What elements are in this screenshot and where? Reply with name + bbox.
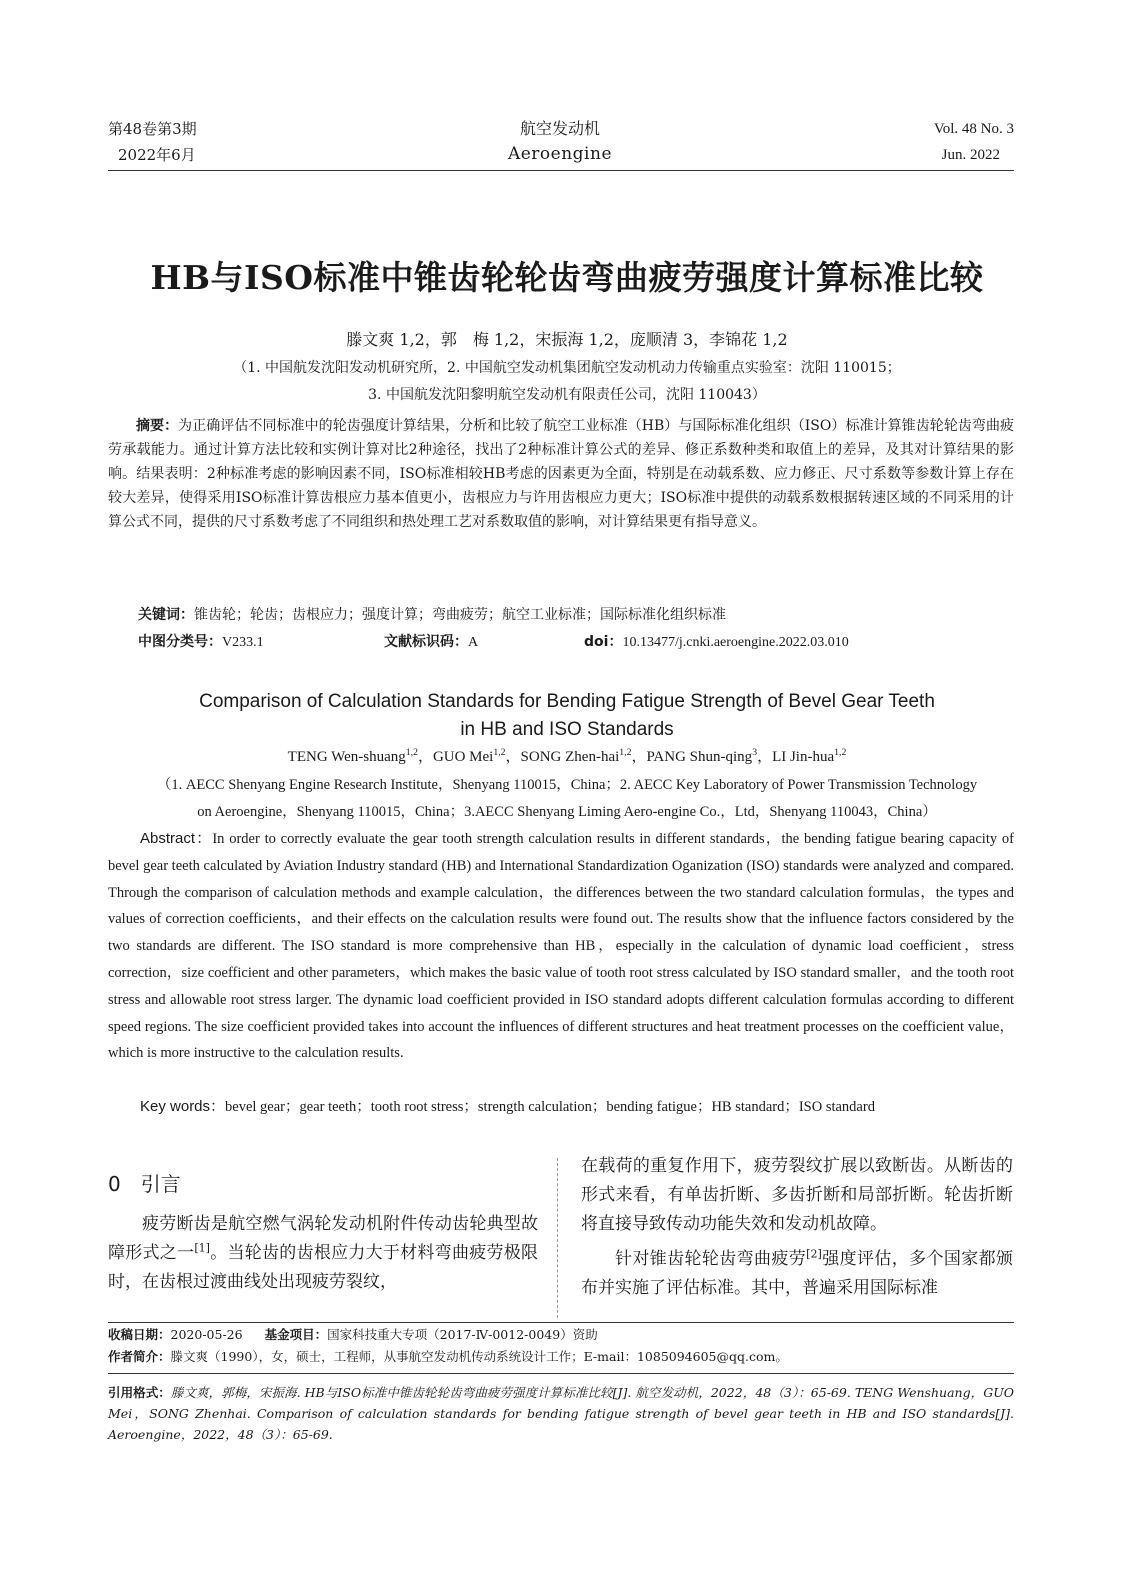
abstract-zh-label: 摘要： <box>136 418 179 434</box>
journal-name-zh: 航空发动机 <box>519 119 600 138</box>
abstract-zh-text: 为正确评估不同标准中的轮齿强度计算结果，分析和比较了航空工业标准（HB）与国际标准化组织（ISO）标准计算锥齿轮轮齿弯曲疲劳承载能力。通过计算方法比较和实例计算对比2种途径，找出了2种标准计算公式的差异、修正系数种类和取值上的差异，及其对计算结果的影响。结果表明：2种标准考虑的影响因素不同，ISO标准相较HB考虑的因素更为全面，特别是在动载系数、应力修正、尺寸系数等参数计算上存在较大差异，使得采用ISO标准计算齿根应力基本值更小，齿根应力与许用齿根应力更大；ISO标准中提供的动载系数根据转速区域的不同采用的计算公式不同，提供的尺寸系数考虑了不同组织和热处理工艺对系数取值的影响，对计算结果更有指导意义。 <box>108 418 1015 530</box>
document-code: 文献标识码：A <box>384 634 479 650</box>
keywords-zh <box>108 603 1014 627</box>
paper-title-en-line1: Comparison of Calculation Standards for Bending Fatigue Strength of Bevel Gear Teeth <box>199 691 935 712</box>
abstract-en-label: Abstract： <box>140 830 213 847</box>
authors-zh: 滕文爽 1,2，郭 梅 1,2，宋振海 1,2，庞顺清 3，李锦花 1,2 <box>346 330 788 349</box>
section-heading-intro: 0 引言 <box>108 1172 181 1196</box>
affiliation-zh-1: （1. 中国航发沈阳发动机研究所，2. 中国航空发动机集团航空发动机动力传输重点实验室：沈阳 110015； <box>233 360 901 376</box>
intro-right-paragraph-1: 在载荷的重复作用下，疲劳裂纹扩展以致断齿。从断齿的形式来看，有单齿折断、多齿折断和局部折断。轮齿折断将直接导致传动功能失效和发动机故障。 <box>581 1156 1013 1234</box>
abstract-zh <box>108 414 1014 534</box>
received-and-fund: 收稿日期：2020-05-26 基金项目：国家科技重大专项（2017-Ⅳ-0012-0049）资助 <box>108 1327 598 1342</box>
clc-number: 中图分类号：V233.1 <box>138 634 264 650</box>
citation-ref-1: [1] <box>194 1241 210 1255</box>
journal-volume-issue: 第48卷第3期 <box>108 120 197 138</box>
journal-date-en: Jun. 2022 <box>941 147 1000 163</box>
citation-ref-2: [2] <box>806 1247 822 1261</box>
affiliation-zh-2: 3. 中国航发沈阳黎明航空发动机有限责任公司，沈阳 110043） <box>368 387 766 403</box>
abstract-en-text: In order to correctly evaluate the gear tooth strength calculation results in different standards，the bending fatigue bearing capacity of bevel gear teeth calculated by Aviation Industry standard (HB) and International Standardization Oganization (ISO) standards were analyzed and compared. Through the comparison of calculation methods and example calculation，the differences between the two standard calculation formulas，the types and values of correction coefficients，and their effects on the calculation results were found out. The results show that the influence factors considered by the two standards are different. The ISO standard is more comprehensive than HB，especially in the calculation of dynamic load coefficient，stress correction，size coefficient and other parameters，which makes the basic value of tooth root stress calculated by ISO standard smaller，and the tooth root stress and allowable root stress larger. The dynamic load coefficient provided in ISO standard adopts different calculation formulas according to different speed regions. The size coefficient provided takes into account the influences of different structures and heat treatment processes on the coefficient value，which is more instructive to the calculation results. <box>108 831 1014 1062</box>
author-bio: 作者简介：滕文爽（1990），女，硕士，工程师，从事航空发动机传动系统设计工作；E-mail：1085094605@qq.com。 <box>108 1349 788 1364</box>
keywords-en-label: Key words： <box>140 1098 226 1115</box>
footnote-rule <box>108 1322 1014 1323</box>
affiliation-en-2: on Aeroengine，Shenyang 110015，China；3.AECC Shenyang Liming Aero-engine Co.，Ltd，Shenyang 110043，China） <box>197 804 937 820</box>
column-divider <box>557 1158 558 1318</box>
keywords-en-text: bevel gear；gear teeth；tooth root stress；strength calculation；bending fatigue；HB standard；ISO standard <box>225 1099 875 1115</box>
affiliation-en-1: （1. AECC Shenyang Engine Research Institute，Shenyang 110015，China；2. AECC Key Laboratory of Power Transmission Technology <box>156 777 978 793</box>
citation-format: 引用格式：滕文爽，郭梅，宋振海. HB与ISO标准中锥齿轮轮齿弯曲疲劳强度计算标准比较[J]. 航空发动机，2022，48（3）：65-69. TENG Wenshuang，GUO Mei，SONG Zhenhai. Comparison of calculation standards for bending fatigue strength of bevel gear teeth in HB and ISO standards[J]. Aeroengine，2022，48（3）：65-69. <box>108 1385 1014 1442</box>
journal-volume-en: Vol. 48 No. 3 <box>933 121 1014 137</box>
journal-name-en: Aeroengine <box>507 144 613 164</box>
paper-title-zh: HB与ISO标准中锥齿轮轮齿弯曲疲劳强度计算标准比较 <box>150 258 984 297</box>
keywords-en <box>108 1094 1014 1121</box>
intro-left-paragraph: 疲劳断齿是航空燃气涡轮发动机附件传动齿轮典型故障形式之一[1]。当轮齿的齿根应力大于材料弯曲疲劳极限时，在齿根过渡曲线处出现疲劳裂纹， <box>108 1214 539 1292</box>
citation-rule <box>108 1373 1014 1374</box>
authors-en: TENG Wen-shuang$^{1,2}$，GUO Mei$^{1,2}$，SONG Zhen-hai$^{1,2}$，PANG Shun-qing$^3$，LI Jin-hua$^{1,2}$ <box>287 747 847 765</box>
keywords-zh-label: 关键词： <box>138 607 194 623</box>
intro-right-paragraph-2: 针对锥齿轮轮齿弯曲疲劳[2]强度评估，多个国家都颁布并实施了评估标准。其中，普遍采用国际标准 <box>581 1247 1013 1298</box>
doi: doi：10.13477/j.cnki.aeroengine.2022.03.010 <box>584 634 849 650</box>
paper-title-en-line2: in HB and ISO Standards <box>460 719 674 740</box>
keywords-zh-text: 锥齿轮；轮齿；齿根应力；强度计算；弯曲疲劳；航空工业标准；国际标准化组织标准 <box>194 607 726 623</box>
header-rule <box>108 170 1014 171</box>
journal-date: 2022年6月 <box>118 146 196 164</box>
abstract-en <box>108 826 1014 1067</box>
